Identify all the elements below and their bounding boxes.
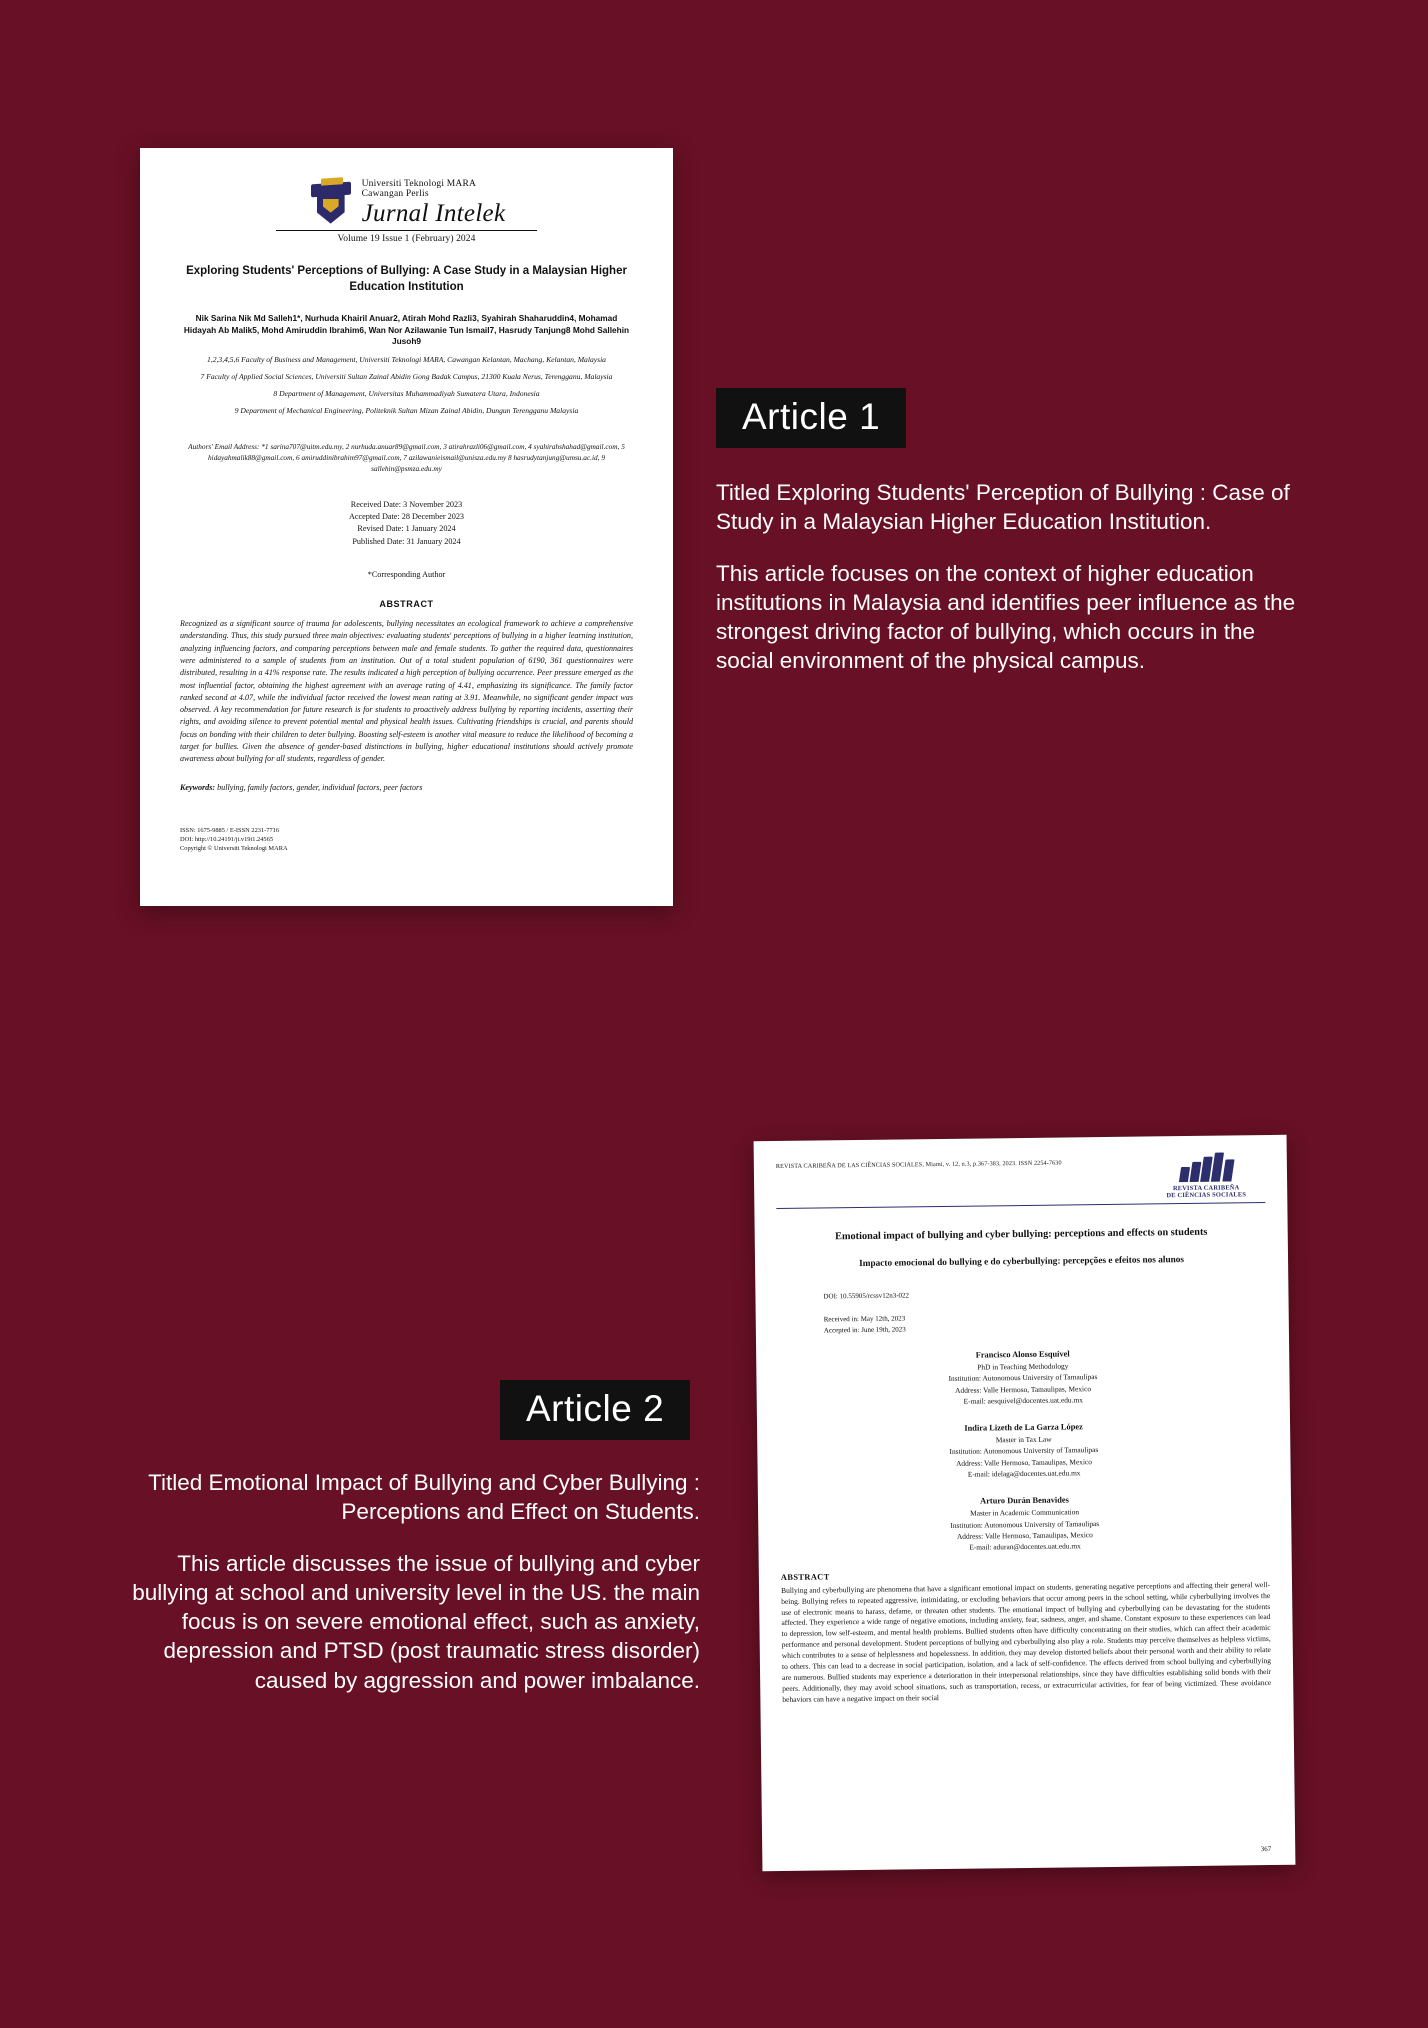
article-2-caption-paragraph-1: Titled Emotional Impact of Bullying and Cyber Bullying : Perceptions and Effect on Students. [148, 1470, 700, 1525]
journal-volume: Volume 19 Issue 1 (February) 2024 [337, 234, 476, 245]
revised-date: Revised Date: 1 January 2024 [357, 524, 456, 534]
article-2-author-2 [779, 1419, 1269, 1482]
article-2-author-1 [778, 1346, 1268, 1409]
accepted-date: Accepted Date: 28 December 2023 [348, 512, 465, 522]
journal-logo-icon [1178, 1151, 1234, 1182]
article-2-doi: DOI: 10.55905/rcssv12n3-022 [823, 1291, 910, 1301]
page-number: 367 [1260, 1845, 1272, 1854]
author-address: Address: Valle Hermoso, Tamaulipas, Mexico [955, 1456, 1093, 1468]
keywords-label: Keywords: [180, 782, 216, 792]
received-date: Received Date: 3 November 2023 [350, 499, 463, 509]
letterhead-line-2: Cawangan Perlis [361, 188, 429, 199]
article-1-caption-paragraph-2: This article focuses on the context of higher education institutions in Malaysia and identifies peer influence as the strongest driving factor of bullying, which occurs in the social environment of the physical campus. [716, 560, 1296, 674]
affiliation-2: 7 Faculty of Applied Social Sciences, Universiti Sultan Zainal Abidin Gong Badak Campus, 21300 Kuala Nerus, Terengganu, Malaysia [200, 372, 613, 382]
journal-running-head [776, 1151, 1266, 1204]
article-1-keywords [180, 782, 633, 794]
journal-name: Jurnal Intelek [361, 199, 506, 227]
author-name: Arturo Durán Benavides [980, 1495, 1069, 1506]
article-1-paper-preview [140, 148, 673, 906]
keywords-value: bullying, family factors, gender, individual factors, peer factors [217, 782, 423, 792]
article-1-footer [180, 826, 633, 854]
abstract-heading: ABSTRACT [780, 1572, 830, 1582]
doi-line: DOI: http://10.24191/ji.v19i1.24565 [180, 836, 274, 844]
copyright-line: Copyright © Universiti Teknologi MARA [180, 845, 288, 853]
author-email: E-mail: idelaga@docentes.uat.edu.mx [967, 1468, 1081, 1479]
article-2-abstract: Bullying and cyberbullying are phenomena that have a significant emotional impact on students, generating negative perceptions and affecting their general well-being. Bullying refers to repeated aggressive, intimidating, or excluding behaviors that occur among peers in the school setting, while cyberbullying involves the use of electronic means to harass, defame, or threaten other students. The emotional impact of bullying and cyberbullying can be devastating for the students affected. They experience a wide range of negative emotions, including anxiety, fear, sadness, anger, and shame. Constant exposure to these experiences can lead to depression, low self-esteem, and mental health problems. Bullied students often have difficulty concentrating on their studies, which can affect their academic performance and personal development. Student perceptions of bullying and cyberbullying also play a role. Students may perceive themselves as helpless victims, which contributes to a sense of helplessness and hopelessness. In addition, they may develop distorted beliefs about their personal worth and their ability to relate to others. This can lead to a decrease in social participation, isolation, and a lack of self-confidence. The effects derived from school bullying and cyberbullying are numerous. Bullied students may experience a deterioration in their interpersonal relationships, since they have difficulties establishing solid bonds with their peers. Additionally, they may avoid school situations, such as transportation, recess, or extracurricular activities, for fear of being victimized. These avoidance behaviors can have a negative impact on their social [780, 1579, 1272, 1704]
letterhead-divider [276, 230, 537, 231]
university-logo-icon [308, 181, 354, 227]
author-degree: PhD in Teaching Methodology [977, 1361, 1069, 1372]
journal-letterhead [180, 180, 633, 227]
author-name: Francisco Alonso Esquivel [975, 1349, 1070, 1360]
authors-emails-value: *1 sarina707@uitm.edu.my, 2 nurhuda.anuar89@gmail.com, 3 atirahrazli06@gmail.com, 4 syahirahshahad@gmail.com, 5 hidayahmalik88@gmail.com, 6 amiruddinibrahim97@gmail.com, 7 azilawanieismail@unisza.edu.my 8 hasrudytanjung@umsu.ac.id, 9 sallehin@psmza.edu.my [208, 442, 625, 473]
abstract-heading: ABSTRACT [379, 599, 434, 610]
article-1-caption [716, 478, 1296, 676]
author-institution: Institution: Autonomous University of Tamaulipas [949, 1445, 1099, 1457]
article-1-abstract: Recognized as a significant source of trauma for adolescents, bullying necessitates an ecological framework to achieve a comprehensive understanding. Thus, this study pursued three main objectives: evaluating students' perceptions of bullying in a higher learning institution, analyzing influencing factors, and comparing perceptions between male and female students. To gather the required data, questionnaires were administered to a sample of students from an institution. Out of a total student population of 6190, 361 questionnaires were distributed, resulting in a 41% response rate. The results indicated a high perception of bullying occurrence. Peer pressure emerged as the most influential factor, obtaining the highest agreement with an average rating of 4.41, emphasizing its significance. The family factor ranked second at 4.07, while the individual factor received the lowest mean rating at 3.91. Meanwhile, no significant gender impact was observed. A key recommendation for future research is for students to proactively address bullying by reporting incidents, asserting their rights, and avoiding silence to prevent potential mental and physical health issues. Cultivating friendships is crucial, and parents should focus on bonding with their children to deter bullying. Boosting self-esteem is another vital measure to reduce the likelihood of becoming a target for bullies. Given the absence of gender-based distinctions in bullying, higher educational institutions should actively promote awareness about bullying for all students, regardless of gender. [180, 619, 633, 764]
article-2-title-en: Emotional impact of bullying and cyber bullying: perceptions and effects on students [834, 1226, 1208, 1243]
author-address: Address: Valle Hermoso, Tamaulipas, Mexico [955, 1383, 1092, 1395]
published-date: Published Date: 31 January 2024 [352, 536, 461, 546]
article-2-author-3 [780, 1492, 1270, 1555]
letterhead-line-1: Universiti Teknologi MARA [361, 179, 477, 189]
author-institution: Institution: Autonomous University of Tamaulipas [948, 1372, 1098, 1384]
author-degree: Master in Academic Communication [970, 1507, 1080, 1519]
article-2-caption [130, 1468, 700, 1695]
article-1-authors: Nik Sarina Nik Md Salleh1*, Nurhuda Khairil Anuar2, Atirah Mohd Razli3, Syahirah Shaharuddin4, Mohamad Hidayah Ab Malik5, Mohd Amiruddin Ibrahim6, Wan Nor Azilawanie Tun Ismail7, Hasrudy Tanjung8 Mohd Sallehin Jusoh9 [183, 313, 630, 347]
article-2-title-pt: Impacto emocional do bullying e do cyberbullying: percepções e efeitos nos alunos [859, 1254, 1185, 1269]
journal-brand [1147, 1151, 1266, 1199]
running-head-text: REVISTA CARIBEÑA DE LAS CIÊNCIAS SOCIALES, Miami, v. 12, n.3, p.367-383, 2023. ISSN 2254-7630 [775, 1159, 1062, 1171]
received-date: Received in: May 12th, 2023 [823, 1314, 906, 1324]
journal-brand-line-1: REVISTA CARIBEÑA [1172, 1184, 1240, 1193]
corresponding-author-note: *Corresponding Author [367, 570, 446, 580]
article-1-caption-paragraph-1: Titled Exploring Students' Perception of Bullying : Case of Study in a Malaysian Higher Education Institution. [716, 480, 1290, 535]
article-1-badge: Article 1 [716, 388, 906, 448]
article-2-caption-paragraph-2: This article discusses the issue of bullying and cyber bullying at school and university level in the US. the main focus is on severe emotional effect, such as anxiety, depression and PTSD (post traumatic stress disorder) caused by aggression and power imbalance. [132, 1550, 700, 1693]
author-degree: Master in Tax Law [995, 1435, 1052, 1445]
affiliation-4: 9 Department of Mechanical Engineering, Politeknik Sultan Mizan Zainal Abidin, Dungun Terengganu Malaysia [234, 406, 579, 416]
affiliation-3: 8 Department of Management, Universitas Muhammadiyah Sumatera Utara, Indonesia [273, 389, 540, 399]
author-institution: Institution: Autonomous University of Tamaulipas [950, 1518, 1100, 1530]
issn-line: ISSN: 1675-9885 / E-ISSN 2231-7716 [180, 826, 280, 834]
article-2-paper-preview [754, 1135, 1296, 1871]
author-email: E-mail: aduran@docentes.uat.edu.mx [969, 1541, 1081, 1552]
article-2-dates [778, 1309, 1267, 1335]
author-name: Indira Lizeth de La Garza López [964, 1422, 1083, 1433]
article-2-badge: Article 2 [500, 1380, 690, 1440]
journal-brand-line-2: DE CIÊNCIAS SOCIALES [1166, 1191, 1247, 1200]
author-email: E-mail: aesquivel@docentes.uat.edu.mx [963, 1394, 1083, 1406]
article-1-dates [180, 499, 633, 548]
affiliation-1: 1,2,3,4,5,6 Faculty of Business and Management, Universiti Teknologi MARA, Cawangan Kelantan, Machang, Kelantan, Malaysia [207, 355, 606, 365]
authors-emails-label: Authors' Email Address: [188, 442, 260, 452]
author-address: Address: Valle Hermoso, Tamaulipas, Mexico [956, 1529, 1093, 1541]
authors-emails [180, 442, 633, 475]
article-1-title: Exploring Students' Perceptions of Bullying: A Case Study in a Malaysian Higher Education Institution [186, 265, 627, 293]
accepted-date: Accepted in: June 19th, 2023 [823, 1325, 906, 1335]
